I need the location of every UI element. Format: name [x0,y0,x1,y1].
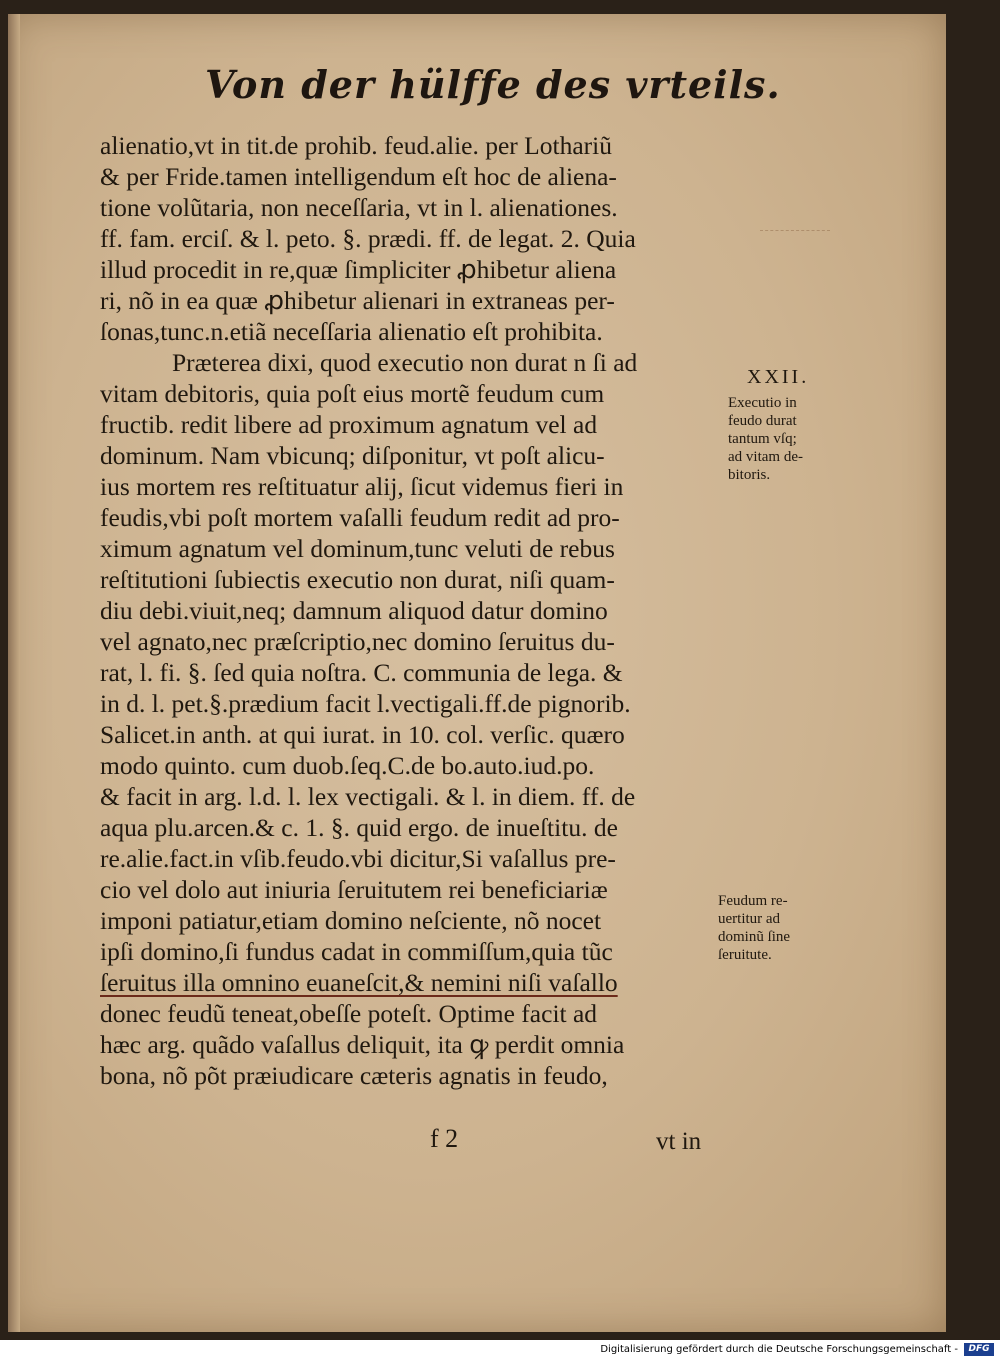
text-line: rat, l. fi. §. ſed quia noſtra. C. communia de lega. & [100,658,623,687]
text-line: vitam debitoris, quia poſt eius mortẽ feudum cum [100,379,605,408]
text-line: bona, nõ põt præiudicare cæteris agnatis in feudo, [100,1061,608,1090]
text-line: illud procedit in re,quæ ſimpliciter ꝓhibetur aliena [100,255,617,284]
page-gutter-edge [8,14,20,1332]
catchword: vt in [656,1128,702,1155]
margin-note-line: feudo durat [728,413,797,429]
margin-note-line: uertitur ad [718,911,781,927]
footer-bar [0,1340,1000,1361]
text-line: donec feudũ teneat,obeſſe poteſt. Optime facit ad [100,999,598,1028]
margin-note-line: dominũ ſine [718,929,791,945]
body-text [100,130,710,1091]
text-line: ſonas,tunc.n.etiã neceſſaria alienatio eſt prohibita. [100,317,603,346]
text-line: ius mortem res reſtituatur alij, ſicut videmus fieri in [100,472,624,501]
text-line: ff. fam. erciſ. & l. peto. §. prædi. ff. de legat. 2. Quia [100,224,636,253]
margin-note-feudum [718,892,838,964]
text-line: re.alie.fact.in vſib.feudo.vbi dicitur,Si vaſallus pre- [100,844,616,873]
signature-mark: f 2 [430,1124,459,1153]
margin-note-executio [728,394,848,484]
margin-note-line: Feudum re- [718,893,788,909]
margin-note-line: ſeruitute. [718,947,772,963]
text-line: ri, nõ in ea quæ ꝓhibetur alienari in extraneas per- [100,286,615,315]
dfg-logo: DFG [964,1343,994,1356]
text-line: ipſi domino,ſi fundus cadat in commiſſum,quia tũc [100,937,613,966]
text-line: diu debi.viuit,neq; damnum aliquod datur domino [100,596,608,625]
text-line: in d. l. pet.§.prædium facit l.vectigali.ff.de pignorib. [100,689,631,718]
running-head: Von der hülffe des vrteils. [205,62,781,107]
text-line: reſtitutioni ſubiectis executio non durat, niſi quam- [100,565,615,594]
text-line: aqua plu.arcen.& c. 1. §. quid ergo. de inueſtitu. de [100,813,618,842]
text-line: tione volũtaria, non neceſſaria, vt in l. alienationes. [100,193,618,222]
margin-note-line: Executio in [728,395,797,411]
margin-note-line: bitoris. [728,467,771,483]
text-line: hæc arg. quãdo vaſallus deliquit, ita ꝙ perdit omnia [100,1030,625,1059]
text-line: ximum agnatum vel dominum,tunc veluti de rebus [100,534,615,563]
margin-note-line: ad vitam de- [728,449,803,465]
text-line: ſeruitus illa omnino euaneſcit,& nemini niſi vaſallo [100,968,618,997]
text-line: fructib. redit libere ad proximum agnatum vel ad [100,410,598,439]
text-line: & per Fride.tamen intelligendum eſt hoc de aliena- [100,162,617,191]
text-line: imponi patiatur,etiam domino neſciente, nõ nocet [100,906,602,935]
text-line: dominum. Nam vbicunq; diſponitur, vt poſt alicu- [100,441,605,470]
text-line: Præterea dixi, quod executio non durat n ſi ad [172,348,638,377]
text-line: cio vel dolo aut iniuria ſeruitutem rei beneficiariæ [100,875,608,904]
text-line: modo quinto. cum duob.ſeq.C.de bo.auto.iud.po. [100,751,595,780]
footer-credit: Digitalisierung gefördert durch die Deutsche Forschungsgemeinschaft - [600,1344,958,1355]
text-line: feudis,vbi poſt mortem vaſalli feudum redit ad pro- [100,503,620,532]
margin-note-line: tantum vſq; [728,431,797,447]
margin-section-number: XXII. [747,366,810,388]
faint-margin-marks [760,230,830,341]
text-line: vel agnato,nec præſcriptio,nec domino ſeruitus du- [100,627,615,656]
text-line: alienatio,vt in tit.de prohib. feud.alie. per Lothariũ [100,131,612,160]
text-line: Salicet.in anth. at qui iurat. in 10. col. verſic. quæro [100,720,625,749]
text-line: & facit in arg. l.d. l. lex vectigali. & l. in diem. ff. de [100,782,636,811]
